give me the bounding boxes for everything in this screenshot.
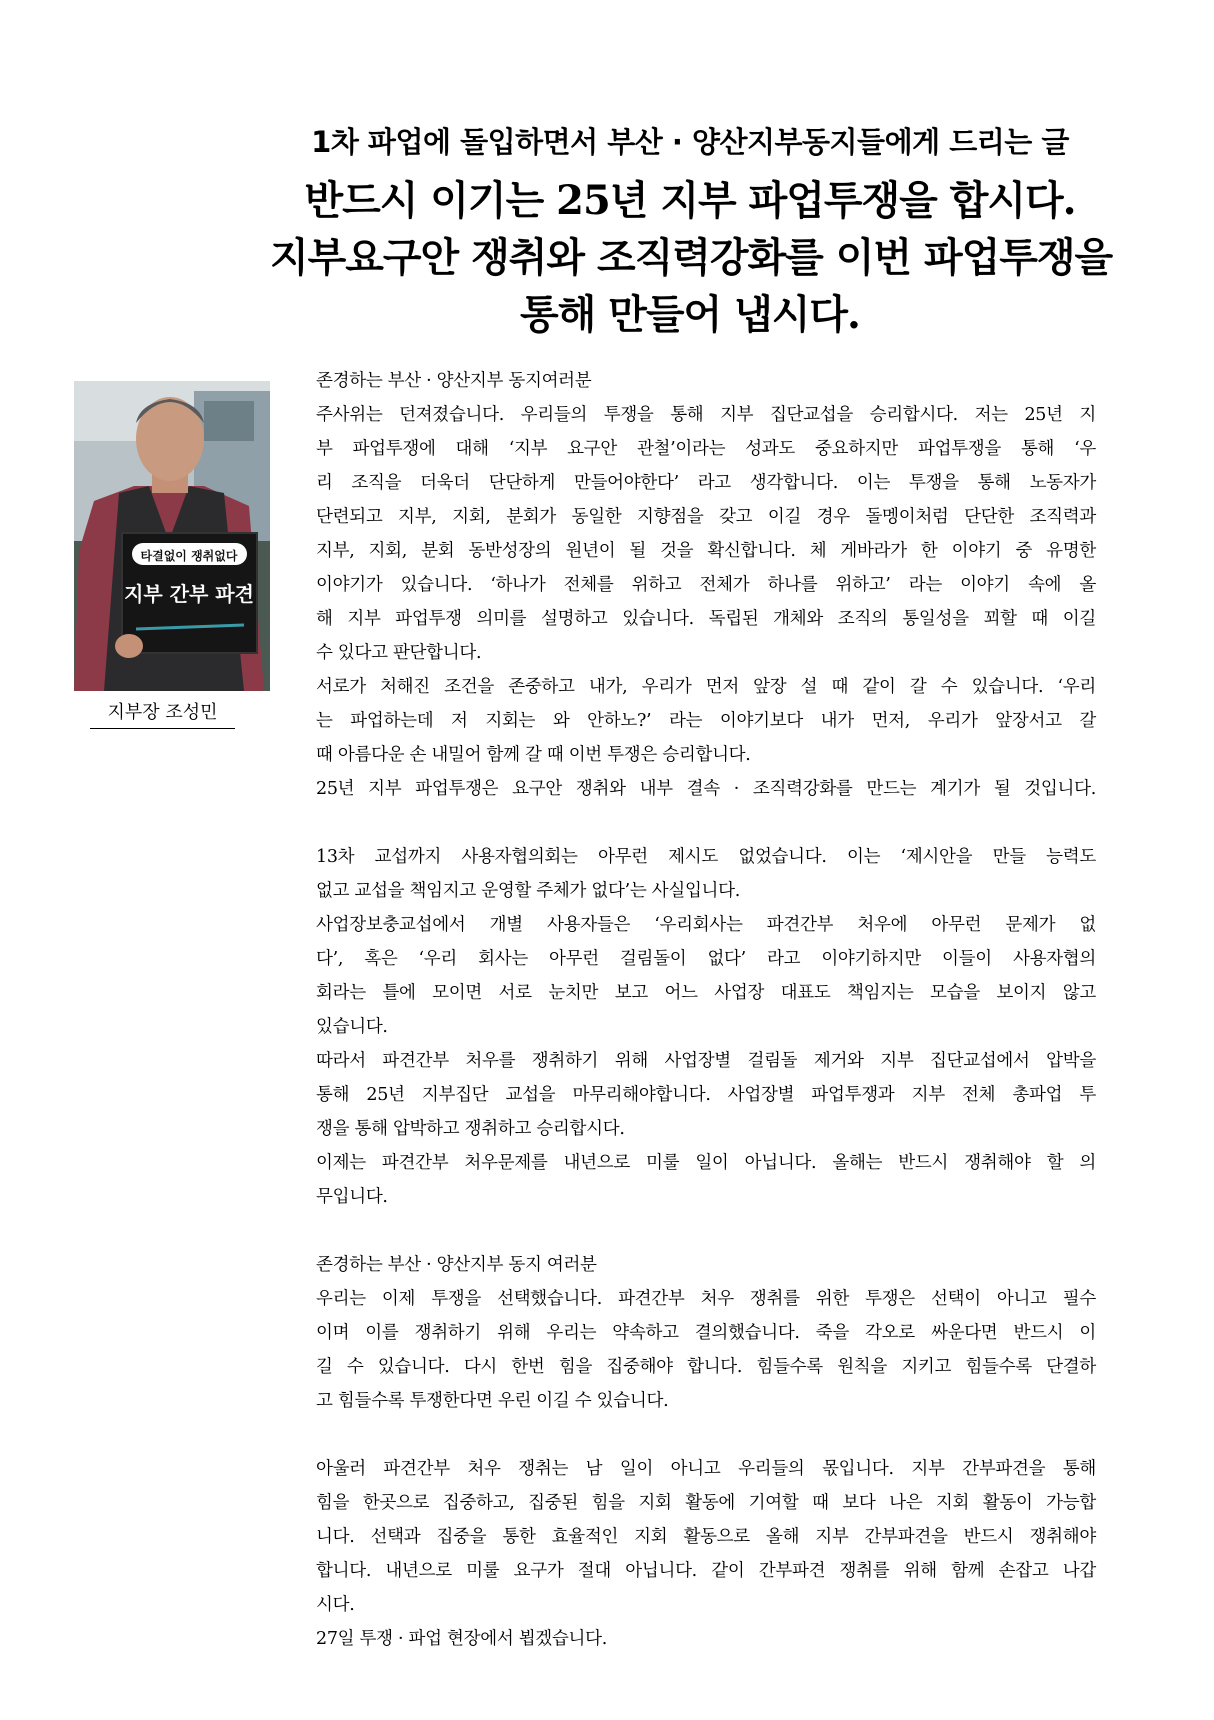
body-line: 서로가 처해진 조건을 존중하고 내가, 우리가 먼저 앞장 설 때 같이 갈 수 있습니다. ‘우리	[316, 677, 1096, 697]
body-line: 27일 투쟁 · 파업 현장에서 뵙겠습니다.	[316, 1629, 607, 1649]
body-line: 힘을 한곳으로 집중하고, 집중된 힘을 지회 활동에 기여할 때 보다 나은 지회 활동이 가능합	[316, 1493, 1096, 1513]
headline-line: 반드시 이기는 25년 지부 파업투쟁을 합시다.	[304, 177, 1076, 224]
body-line: 고 힘들수록 투쟁한다면 우린 이길 수 있습니다.	[316, 1391, 669, 1411]
body-line: 수 있다고 판단합니다.	[316, 643, 482, 663]
body-line: 쟁을 통해 압박하고 쟁취하고 승리합시다.	[316, 1119, 625, 1139]
document-subtitle: 1차 파업에 돌입하면서 부산 · 양산지부동지들에게 드리는 글	[311, 125, 1069, 159]
body-line: 무입니다.	[316, 1187, 388, 1207]
body-line: 는 파업하는데 저 지회는 와 안하노?’ 라는 이야기보다 내가 먼저, 우리가 앞장서고 갈	[316, 711, 1096, 731]
body-line: 지부, 지회, 분회 동반성장의 원년이 될 것을 확신합니다. 체 게바라가 한 이야기 중 유명한	[316, 541, 1096, 561]
sign-main-text: 지부 간부 파견	[124, 582, 254, 606]
body-line: 부 파업투쟁에 대해 ‘지부 요구안 관철’이라는 성과도 중요하지만 파업투쟁을 통해 ‘우	[316, 439, 1096, 459]
body-line: 25년 지부 파업투쟁은 요구안 쟁취와 내부 결속 · 조직력강화를 만드는 계기가 될 것입니다.	[316, 779, 1096, 799]
body-line: 해 지부 파업투쟁 의미를 설명하고 있습니다. 독립된 개체와 조직의 통일성을 꾀할 때 이길	[316, 609, 1096, 629]
paragraph-gap	[316, 1214, 1096, 1248]
letter-body	[316, 364, 1096, 1656]
body-line: 이며 이를 쟁취하기 위해 우리는 약속하고 결의했습니다. 죽을 각오로 싸운다면 반드시 이	[316, 1323, 1096, 1343]
body-line: 이제는 파견간부 처우문제를 내년으로 미룰 일이 아닙니다. 올해는 반드시 쟁취해야 할 의	[316, 1153, 1096, 1173]
body-line: 니다. 선택과 집중을 통한 효율적인 지회 활동으로 올해 지부 간부파견을 반드시 쟁취해야	[316, 1527, 1096, 1547]
paragraph-gap	[316, 806, 1096, 840]
body-line: 주사위는 던져졌습니다. 우리들의 투쟁을 통해 지부 집단교섭을 승리합시다. 저는 25년 지	[316, 405, 1096, 425]
body-line: 통해 25년 지부집단 교섭을 마무리해야합니다. 사업장별 파업투쟁과 지부 전체 총파업 투	[316, 1085, 1096, 1105]
document-headline	[270, 172, 1113, 343]
body-line: 있습니다.	[316, 1017, 388, 1037]
body-line: 회라는 틀에 모이면 서로 눈치만 보고 어느 사업장 대표도 책임지는 모습을 보이지 않고	[316, 983, 1096, 1003]
body-line: 시다.	[316, 1595, 355, 1615]
body-line: 존경하는 부산 · 양산지부 동지 여러분	[316, 1255, 597, 1275]
headline-line: 통해 만들어 냅시다.	[520, 291, 860, 338]
body-line: 때 아름다운 손 내밀어 함께 갈 때 이번 투쟁은 승리합니다.	[316, 745, 751, 765]
body-line: 다’, 혹은 ‘우리 회사는 아무런 걸림돌이 없다’ 라고 이야기하지만 이들이 사용자협의	[316, 949, 1096, 969]
body-line: 리 조직을 더욱더 단단하게 만들어야한다’ 라고 생각합니다. 이는 투쟁을 통해 노동자가	[316, 473, 1096, 493]
body-line: 없고 교섭을 책임지고 운영할 주체가 없다’는 사실입니다.	[316, 881, 741, 901]
body-line: 존경하는 부산 · 양산지부 동지여러분	[316, 371, 592, 391]
body-line: 13차 교섭까지 사용자협의회는 아무런 제시도 없었습니다. 이는 ‘제시안을 만들 능력도	[316, 847, 1096, 867]
body-line: 아울러 파견간부 처우 쟁취는 남 일이 아니고 우리들의 몫입니다. 지부 간부파견을 통해	[316, 1459, 1096, 1479]
photo-caption: 지부장 조성민	[90, 698, 235, 729]
body-line: 따라서 파견간부 처우를 쟁취하기 위해 사업장별 걸림돌 제거와 지부 집단교섭에서 압박을	[316, 1051, 1096, 1071]
body-line: 사업장보충교섭에서 개별 사용자들은 ‘우리회사는 파견간부 처우에 아무런 문제가 없	[316, 915, 1096, 935]
body-line: 단련되고 지부, 지회, 분회가 동일한 지향점을 갖고 이길 경우 돌멩이처럼 단단한 조직력과	[316, 507, 1096, 527]
sign-top-text: 타결없이 쟁취없다	[140, 549, 238, 563]
headline-line: 지부요구안 쟁취와 조직력강화를 이번 파업투쟁을	[270, 234, 1113, 281]
paragraph-gap	[316, 1418, 1096, 1452]
body-line: 이야기가 있습니다. ‘하나가 전체를 위하고 전체가 하나를 위하고’ 라는 이야기 속에 올	[316, 575, 1096, 595]
body-line: 길 수 있습니다. 다시 한번 힘을 집중해야 합니다. 힘들수록 원칙을 지키고 힘들수록 단결하	[316, 1357, 1096, 1377]
body-line: 우리는 이제 투쟁을 선택했습니다. 파견간부 처우 쟁취를 위한 투쟁은 선택이 아니고 필수	[316, 1289, 1096, 1309]
author-photo	[74, 381, 270, 691]
body-line: 합니다. 내년으로 미룰 요구가 절대 아닙니다. 같이 간부파견 쟁취를 위해 함께 손잡고 나갑	[316, 1561, 1096, 1581]
